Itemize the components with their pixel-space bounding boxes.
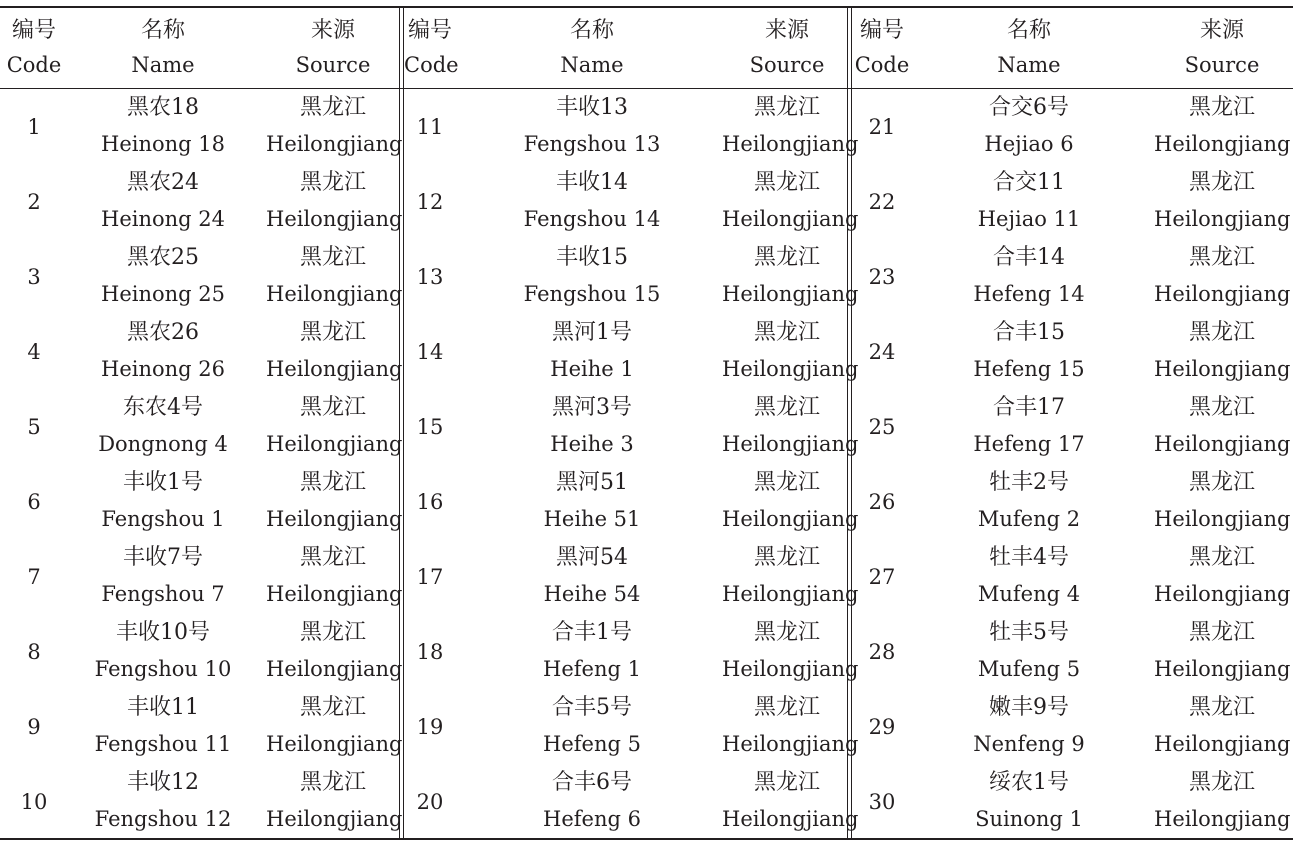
cell-name-zh: 黑河51 — [556, 470, 628, 495]
cell-name — [494, 615, 690, 690]
header-code-zh: 编号 — [859, 18, 904, 43]
cell-name — [494, 765, 690, 840]
cell-name-zh: 丰收1号 — [123, 470, 203, 495]
cell-code: 13 — [416, 265, 444, 289]
cell-name-en: Hefeng 5 — [543, 732, 641, 756]
cell-name — [934, 540, 1124, 615]
cell-name — [934, 390, 1124, 465]
table-row — [852, 615, 1293, 690]
cell-name-en: Mufeng 4 — [977, 582, 1081, 606]
cell-name-en: Hefeng 6 — [543, 807, 641, 831]
cell-code: 28 — [868, 640, 896, 664]
cell-name-en: Mufeng 5 — [977, 657, 1081, 681]
cell-source-en: Heilongjiang — [722, 432, 859, 456]
cell-source-en: Heilongjiang — [1154, 807, 1291, 831]
cell-code: 4 — [27, 340, 41, 364]
cell-name-zh: 东农4号 — [123, 395, 203, 420]
cell-name-zh: 黑农25 — [127, 245, 199, 270]
cell-name — [68, 390, 258, 465]
cell-source-en: Heilongjiang — [266, 282, 403, 306]
cell-name-zh: 合交11 — [993, 170, 1065, 195]
header-code-zh: 编号 — [11, 18, 56, 43]
cell-name-zh: 黑农24 — [127, 170, 199, 195]
header-code-zh: 编号 — [407, 18, 452, 43]
cell-source-zh: 黑龙江 — [299, 395, 366, 420]
cell-source-en: Heilongjiang — [722, 807, 859, 831]
cell-name — [934, 765, 1124, 840]
cell-name-en: Fengshou 10 — [94, 657, 232, 681]
header-name-zh: 名称 — [1006, 18, 1051, 43]
cell-source-zh: 黑龙江 — [753, 245, 820, 270]
cell-source-zh: 黑龙江 — [1188, 320, 1255, 345]
cell-source — [722, 690, 859, 765]
table-row — [0, 540, 403, 615]
cell-source-en: Heilongjiang — [1154, 732, 1291, 756]
table-row — [404, 765, 859, 840]
cell-name-en: Fengshou 15 — [523, 282, 661, 306]
cell-name-zh: 合丰6号 — [552, 770, 632, 795]
cell-code: 27 — [868, 565, 896, 589]
cell-source-en: Heilongjiang — [1154, 207, 1291, 231]
cell-name-zh: 黑河1号 — [552, 320, 632, 345]
table-row — [404, 90, 859, 165]
header-code-en: Code — [6, 53, 62, 77]
cell-name-zh: 黑河3号 — [552, 395, 632, 420]
cell-name-en: Heihe 1 — [550, 357, 634, 381]
cell-name-zh: 合丰14 — [993, 245, 1065, 270]
header-name — [494, 14, 690, 84]
cell-source-en: Heilongjiang — [266, 732, 403, 756]
cell-name-en: Fengshou 12 — [94, 807, 232, 831]
cell-source-zh: 黑龙江 — [299, 170, 366, 195]
table-panel-2 — [404, 0, 859, 843]
table-row — [0, 90, 403, 165]
cell-name-zh: 丰收15 — [556, 245, 628, 270]
cell-source — [266, 90, 403, 165]
cell-source — [1154, 390, 1290, 465]
header-name-en: Name — [131, 53, 195, 77]
cell-source-zh: 黑龙江 — [753, 620, 820, 645]
cell-code: 6 — [27, 490, 41, 514]
cell-code: 30 — [868, 790, 896, 814]
cell-source — [1154, 315, 1290, 390]
cell-source — [1154, 165, 1290, 240]
table-panel-1 — [0, 0, 403, 843]
cell-source — [266, 240, 403, 315]
cell-source — [722, 765, 859, 840]
cell-source-zh: 黑龙江 — [299, 545, 366, 570]
cell-source-zh: 黑龙江 — [1188, 95, 1255, 120]
cell-name-zh: 丰收12 — [127, 770, 199, 795]
cell-name — [934, 240, 1124, 315]
cell-source — [1154, 690, 1290, 765]
header-code-en: Code — [854, 53, 910, 77]
cell-source — [1154, 90, 1290, 165]
header-source-en: Source — [749, 53, 825, 77]
cell-name — [934, 315, 1124, 390]
cell-source — [722, 615, 859, 690]
cell-source-zh: 黑龙江 — [299, 470, 366, 495]
cell-code: 24 — [868, 340, 896, 364]
cell-source-zh: 黑龙江 — [1188, 695, 1255, 720]
cell-name-zh: 黑农18 — [127, 95, 199, 120]
header-source-zh: 来源 — [764, 18, 809, 43]
header-name — [68, 14, 258, 84]
cell-name — [494, 165, 690, 240]
cell-source-en: Heilongjiang — [266, 357, 403, 381]
cell-code: 11 — [416, 115, 444, 139]
cell-source — [266, 765, 403, 840]
table-row — [852, 690, 1293, 765]
cell-code: 16 — [416, 490, 444, 514]
cell-source-en: Heilongjiang — [266, 657, 403, 681]
cell-code: 22 — [868, 190, 896, 214]
cell-source-zh: 黑龙江 — [299, 245, 366, 270]
cell-name-zh: 丰收13 — [556, 95, 628, 120]
cell-source — [1154, 540, 1290, 615]
cell-source-en: Heilongjiang — [722, 657, 859, 681]
cell-source — [266, 465, 403, 540]
header-code — [0, 14, 68, 84]
header-source-en: Source — [295, 53, 371, 77]
cell-name-en: Fengshou 13 — [523, 132, 661, 156]
cell-code: 10 — [20, 790, 48, 814]
cell-name — [934, 615, 1124, 690]
cell-source — [1154, 465, 1290, 540]
cell-code: 14 — [416, 340, 444, 364]
table-row — [852, 90, 1293, 165]
cell-source-zh: 黑龙江 — [753, 470, 820, 495]
cell-name — [934, 465, 1124, 540]
cell-source-en: Heilongjiang — [1154, 432, 1291, 456]
cell-name-zh: 牡丰4号 — [989, 545, 1069, 570]
header-name-zh: 名称 — [569, 18, 614, 43]
cell-name-en: Suinong 1 — [975, 807, 1083, 831]
cell-source-en: Heilongjiang — [1154, 582, 1291, 606]
cell-source — [722, 465, 859, 540]
cell-name-en: Hejiao 11 — [977, 207, 1081, 231]
cell-source-en: Heilongjiang — [266, 207, 403, 231]
table-row — [0, 765, 403, 840]
cell-source — [266, 315, 403, 390]
cell-name-en: Fengshou 11 — [94, 732, 232, 756]
cell-code: 21 — [868, 115, 896, 139]
cell-source-zh: 黑龙江 — [753, 320, 820, 345]
cell-source-zh: 黑龙江 — [753, 770, 820, 795]
cell-source-zh: 黑龙江 — [1188, 170, 1255, 195]
cell-name-zh: 合丰1号 — [552, 620, 632, 645]
cell-name — [68, 615, 258, 690]
cell-source — [722, 315, 859, 390]
cell-name-en: Hefeng 1 — [543, 657, 641, 681]
cell-source — [722, 390, 859, 465]
cell-source-zh: 黑龙江 — [299, 95, 366, 120]
cell-name — [934, 90, 1124, 165]
cell-name-zh: 丰收14 — [556, 170, 628, 195]
cell-name-zh: 丰收10号 — [116, 620, 210, 645]
cell-code: 17 — [416, 565, 444, 589]
table-row — [0, 615, 403, 690]
cell-source-zh: 黑龙江 — [1188, 395, 1255, 420]
cell-source — [722, 90, 859, 165]
table-row — [0, 240, 403, 315]
cell-code: 8 — [27, 640, 41, 664]
header-name — [934, 14, 1124, 84]
cell-source-zh: 黑龙江 — [753, 545, 820, 570]
cell-source — [722, 165, 859, 240]
cell-code: 9 — [27, 715, 41, 739]
cell-name-zh: 黑河54 — [556, 545, 628, 570]
cell-code: 15 — [416, 415, 444, 439]
cell-source-en: Heilongjiang — [1154, 282, 1291, 306]
cell-source-zh: 黑龙江 — [1188, 470, 1255, 495]
header-source — [1154, 14, 1290, 84]
cell-name-zh: 合交6号 — [989, 95, 1069, 120]
cell-source-en: Heilongjiang — [722, 507, 859, 531]
cell-source — [722, 540, 859, 615]
cell-name-en: Heinong 25 — [101, 282, 225, 306]
cell-source-en: Heilongjiang — [722, 207, 859, 231]
cell-source-zh: 黑龙江 — [299, 695, 366, 720]
table-row — [852, 765, 1293, 840]
cell-source — [266, 615, 403, 690]
cell-name — [494, 540, 690, 615]
cell-name — [494, 90, 690, 165]
cell-name — [934, 690, 1124, 765]
table-row — [852, 315, 1293, 390]
cell-code: 23 — [868, 265, 896, 289]
cell-source-zh: 黑龙江 — [1188, 545, 1255, 570]
cell-name — [494, 315, 690, 390]
header-source-zh: 来源 — [1199, 18, 1244, 43]
cell-source-en: Heilongjiang — [266, 807, 403, 831]
header-source — [266, 14, 400, 84]
table-row — [404, 240, 859, 315]
cell-name — [68, 315, 258, 390]
cell-name-en: Nenfeng 9 — [973, 732, 1085, 756]
cell-name — [68, 690, 258, 765]
table-row — [0, 315, 403, 390]
table-row — [852, 165, 1293, 240]
cell-name-en: Dongnong 4 — [98, 432, 228, 456]
cell-name-en: Heihe 54 — [543, 582, 641, 606]
cell-source-en: Heilongjiang — [1154, 357, 1291, 381]
table-row — [852, 540, 1293, 615]
cell-code: 25 — [868, 415, 896, 439]
cell-source-zh: 黑龙江 — [1188, 245, 1255, 270]
table-row — [404, 615, 859, 690]
cell-code: 1 — [27, 115, 41, 139]
cell-source-zh: 黑龙江 — [753, 170, 820, 195]
cell-code: 2 — [27, 190, 41, 214]
cell-source-zh: 黑龙江 — [1188, 770, 1255, 795]
cell-name-en: Hefeng 15 — [973, 357, 1085, 381]
cell-name-en: Hefeng 14 — [973, 282, 1085, 306]
cell-source-en: Heilongjiang — [722, 582, 859, 606]
header-name-en: Name — [997, 53, 1061, 77]
table-row — [852, 465, 1293, 540]
header-source-zh: 来源 — [310, 18, 355, 43]
header-code — [852, 14, 912, 84]
cell-source-en: Heilongjiang — [266, 132, 403, 156]
cell-name-zh: 牡丰5号 — [989, 620, 1069, 645]
cell-source-zh: 黑龙江 — [753, 695, 820, 720]
table-row — [404, 165, 859, 240]
cell-name — [494, 390, 690, 465]
header-code — [404, 14, 459, 84]
header-code-en: Code — [404, 53, 459, 77]
cell-name-en: Heinong 26 — [101, 357, 225, 381]
cell-name-zh: 合丰15 — [993, 320, 1065, 345]
cell-source-en: Heilongjiang — [722, 282, 859, 306]
cell-name-en: Heihe 51 — [543, 507, 641, 531]
cell-code: 12 — [416, 190, 444, 214]
cell-name — [494, 690, 690, 765]
cell-name — [68, 165, 258, 240]
cell-name — [68, 465, 258, 540]
cell-name-en: Fengshou 14 — [523, 207, 661, 231]
header-name-zh: 名称 — [140, 18, 185, 43]
header-source-en: Source — [1184, 53, 1260, 77]
cell-source-en: Heilongjiang — [1154, 132, 1291, 156]
cell-name-en: Heinong 24 — [101, 207, 225, 231]
table-row — [0, 465, 403, 540]
cell-name-en: Heinong 18 — [101, 132, 225, 156]
cell-source — [266, 165, 403, 240]
table-row — [0, 690, 403, 765]
cell-code: 3 — [27, 265, 41, 289]
cell-name-zh: 合丰5号 — [552, 695, 632, 720]
cell-source — [722, 240, 859, 315]
cell-name — [68, 765, 258, 840]
cell-name-zh: 绥农1号 — [989, 770, 1069, 795]
cell-source-zh: 黑龙江 — [299, 620, 366, 645]
cell-source-en: Heilongjiang — [266, 507, 403, 531]
cell-source — [1154, 615, 1290, 690]
cell-name — [68, 90, 258, 165]
cell-name-en: Hefeng 17 — [973, 432, 1085, 456]
cell-source-zh: 黑龙江 — [299, 320, 366, 345]
cell-name-zh: 合丰17 — [993, 395, 1065, 420]
cell-code: 7 — [27, 565, 41, 589]
header-name-en: Name — [560, 53, 624, 77]
cell-name — [494, 465, 690, 540]
cell-source-en: Heilongjiang — [1154, 657, 1291, 681]
cell-name-zh: 嫩丰9号 — [989, 695, 1069, 720]
cell-name — [68, 540, 258, 615]
cell-code: 18 — [416, 640, 444, 664]
cell-source-en: Heilongjiang — [722, 132, 859, 156]
cell-source — [266, 690, 403, 765]
cell-source-zh: 黑龙江 — [1188, 620, 1255, 645]
cell-code: 19 — [416, 715, 444, 739]
table-row — [404, 315, 859, 390]
table-row — [0, 390, 403, 465]
cell-source — [1154, 765, 1290, 840]
cell-name-en: Fengshou 7 — [101, 582, 225, 606]
cell-code: 20 — [416, 790, 444, 814]
table-row — [404, 540, 859, 615]
cell-code: 5 — [27, 415, 41, 439]
cell-name-en: Fengshou 1 — [101, 507, 225, 531]
cell-name — [494, 240, 690, 315]
cell-source-zh: 黑龙江 — [299, 770, 366, 795]
cell-name — [934, 165, 1124, 240]
cell-name-zh: 牡丰2号 — [989, 470, 1069, 495]
cell-name-zh: 丰收7号 — [123, 545, 203, 570]
cell-name-en: Heihe 3 — [550, 432, 634, 456]
cell-source — [266, 540, 403, 615]
cell-source — [266, 390, 403, 465]
cell-source-en: Heilongjiang — [266, 432, 403, 456]
table-row — [852, 240, 1293, 315]
cell-source — [1154, 240, 1290, 315]
table-row — [404, 390, 859, 465]
header-source — [722, 14, 852, 84]
cell-code: 29 — [868, 715, 896, 739]
cell-source-en: Heilongjiang — [1154, 507, 1291, 531]
table-row — [404, 465, 859, 540]
table-row — [404, 690, 859, 765]
cell-source-en: Heilongjiang — [266, 582, 403, 606]
cell-code: 26 — [868, 490, 896, 514]
cell-name — [68, 240, 258, 315]
cell-name-zh: 黑农26 — [127, 320, 199, 345]
table-panel-3 — [852, 0, 1293, 843]
cell-name-en: Hejiao 6 — [984, 132, 1074, 156]
cell-name-en: Mufeng 2 — [977, 507, 1081, 531]
cell-source-en: Heilongjiang — [722, 732, 859, 756]
cell-source-zh: 黑龙江 — [753, 395, 820, 420]
cell-source-zh: 黑龙江 — [753, 95, 820, 120]
cell-source-en: Heilongjiang — [722, 357, 859, 381]
table-row — [852, 390, 1293, 465]
cell-name-zh: 丰收11 — [127, 695, 199, 720]
table-row — [0, 165, 403, 240]
